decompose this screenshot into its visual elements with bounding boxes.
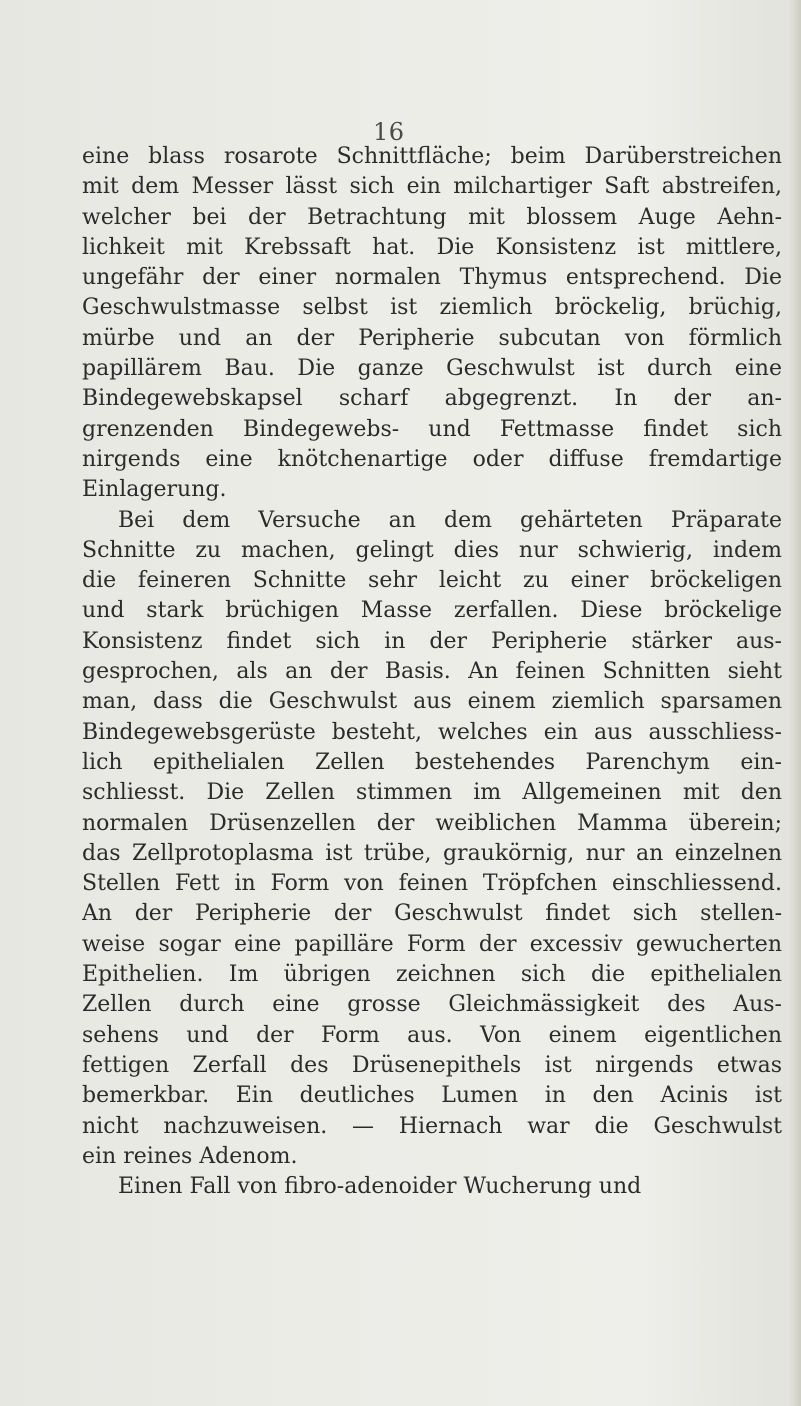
paragraph-start-line: Bei dem Versuche an dem gehärteten Präparate — [118, 507, 782, 533]
text-line: Bindegewebsgerüste besteht, welches ein aus ausschliess- — [82, 719, 782, 745]
text-line: Bindegewebskapsel scharf abgegrenzt. In der an- — [82, 386, 782, 412]
text-line: mit dem Messer lässt sich ein milchartiger Saft abstreifen, — [82, 174, 782, 200]
text-line: An der Peripherie der Geschwulst findet sich stellen- — [82, 901, 782, 927]
paragraph-end-line: ein reines Adenom. — [82, 1143, 298, 1169]
text-line: Stellen Fett in Form von feinen Tröpfchen einschliessend. — [82, 871, 782, 897]
text-line: nirgends eine knötchenartige oder diffuse fremdartige — [82, 446, 782, 472]
text-line: eine blass rosarote Schnittfläche; beim Darüberstreichen — [82, 144, 782, 169]
text-line: papillärem Bau. Die ganze Geschwulst ist durch eine — [82, 356, 782, 382]
page-number: 16 — [373, 118, 405, 146]
text-line: weise sogar eine papilläre Form der excessiv gewucherten — [82, 931, 782, 957]
body-text — [82, 142, 782, 1202]
page-edge-shadow — [787, 0, 801, 1406]
paragraph-start-line: Einen Fall von fibro-adenoider Wucherung und — [118, 1174, 642, 1200]
text-line: sehens und der Form aus. Von einem eigentlichen — [82, 1022, 782, 1048]
text-line: fettigen Zerfall des Drüsenepithels ist nirgends etwas — [82, 1052, 782, 1078]
text-line: nicht nachzuweisen. — Hiernach war die Geschwulst — [82, 1113, 782, 1139]
text-line: schliesst. Die Zellen stimmen im Allgemeinen mit den — [82, 780, 782, 806]
text-line: Schnitte zu machen, gelingt dies nur schwierig, indem — [82, 537, 782, 563]
text-line: Zellen durch eine grosse Gleichmässigkeit des Aus- — [82, 992, 782, 1018]
text-line: man, dass die Geschwulst aus einem ziemlich sparsamen — [82, 689, 782, 715]
text-line: mürbe und an der Peripherie subcutan von förmlich — [82, 325, 782, 351]
text-line: und stark brüchigen Masse zerfallen. Diese bröckelige — [82, 598, 782, 624]
text-line: grenzenden Bindegewebs- und Fettmasse findet sich — [82, 416, 782, 442]
text-line: Epithelien. Im übrigen zeichnen sich die epithelialen — [82, 962, 782, 988]
text-line: ungefähr der einer normalen Thymus entsprechend. Die — [82, 265, 782, 291]
text-line: lichkeit mit Krebssaft hat. Die Konsistenz ist mittlere, — [82, 234, 782, 260]
text-line: normalen Drüsenzellen der weiblichen Mamma überein; — [82, 810, 782, 836]
text-line: das Zellprotoplasma ist trübe, graukörnig, nur an einzelnen — [82, 840, 782, 866]
text-line: bemerkbar. Ein deutliches Lumen in den Acinis ist — [82, 1083, 782, 1109]
text-line: die feineren Schnitte sehr leicht zu einer bröckeligen — [82, 568, 782, 594]
paragraph-end-line: Einlagerung. — [82, 477, 227, 503]
text-line: welcher bei der Betrachtung mit blossem Auge Aehn- — [82, 204, 782, 230]
text-line: lich epithelialen Zellen bestehendes Parenchym ein- — [82, 749, 782, 775]
text-line: Geschwulstmasse selbst ist ziemlich bröckelig, brüchig, — [82, 295, 782, 321]
text-line: gesprochen, als an der Basis. An feinen Schnitten sieht — [82, 659, 782, 685]
text-line: Konsistenz findet sich in der Peripherie stärker aus- — [82, 628, 782, 654]
